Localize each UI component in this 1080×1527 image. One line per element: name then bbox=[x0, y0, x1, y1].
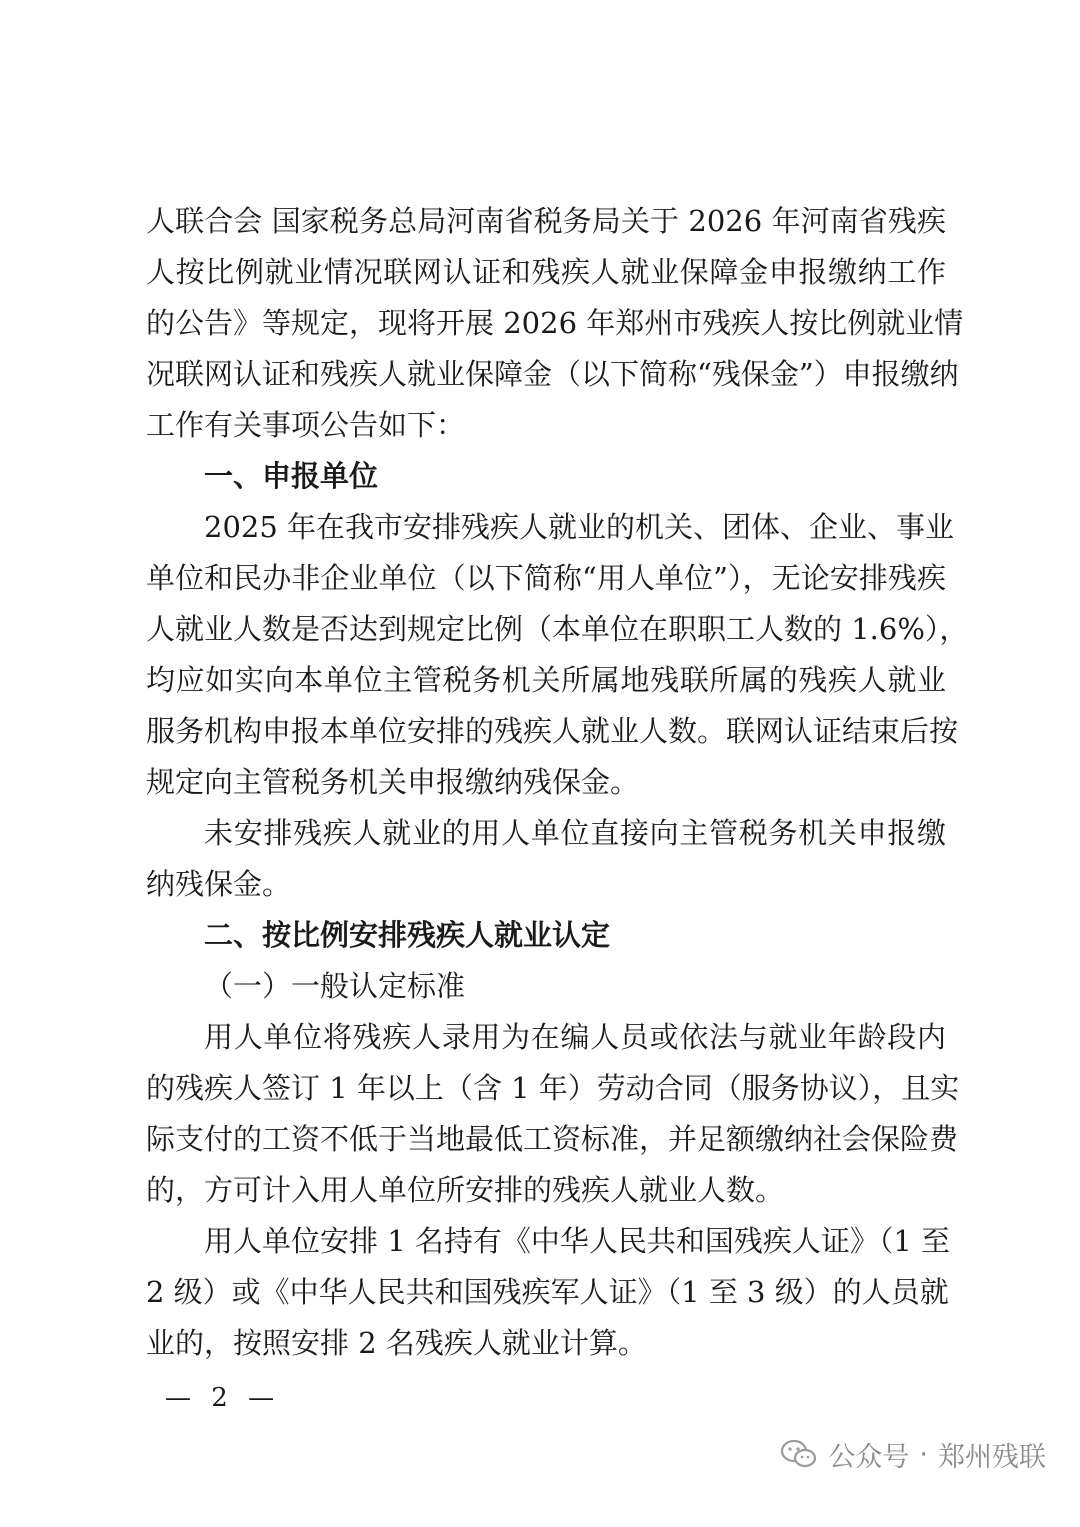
text-line: 的，方可计入用人单位所安排的残疾人就业人数。 bbox=[146, 1173, 785, 1207]
text-line: 人联合会 国家税务总局河南省税务局关于 2026 年河南省残疾 bbox=[146, 204, 946, 238]
text-line: 未安排残疾人就业的用人单位直接向主管税务机关申报缴 bbox=[204, 816, 946, 850]
text-line: 2 级）或《中华人民共和国残疾军人证》（1 至 3 级）的人员就 bbox=[146, 1275, 949, 1309]
text-line: 服务机构申报本单位安排的残疾人就业人数。联网认证结束后按 bbox=[146, 714, 959, 748]
text-line: 人就业人数是否达到规定比例（本单位在职职工人数的 1.6%）， bbox=[146, 612, 969, 646]
page-number: — 2 — bbox=[165, 1383, 281, 1413]
paragraph-reporting-units bbox=[146, 502, 969, 808]
text-line: 业的，按照安排 2 名残疾人就业计算。 bbox=[146, 1326, 647, 1360]
paragraph-no-employment bbox=[146, 808, 946, 910]
document-body bbox=[146, 196, 969, 1369]
text-line: 单位和民办非企业单位（以下简称“用人单位”），无论安排残疾 bbox=[146, 561, 946, 595]
text-line: 际支付的工资不低于当地最低工资标准，并足额缴纳社会保险费 bbox=[146, 1122, 959, 1156]
paragraph-intro bbox=[146, 196, 964, 451]
subsection-heading: （一）一般认定标准 bbox=[204, 969, 466, 1003]
paragraph-general-criteria bbox=[146, 1012, 960, 1216]
text-line: 纳残保金。 bbox=[146, 867, 292, 901]
paragraph-severe-disability bbox=[146, 1216, 951, 1369]
text-line: 规定向主管税务机关申报缴纳残保金。 bbox=[146, 765, 640, 799]
section-heading-1: 一、申报单位 bbox=[204, 459, 379, 493]
text-line: 人按比例就业情况联网认证和残疾人就业保障金申报缴纳工作 bbox=[146, 255, 946, 289]
text-line: 均应如实向本单位主管税务机关所属地残联所属的残疾人就业 bbox=[146, 663, 946, 697]
text-line: 况联网认证和残疾人就业保障金（以下简称“残保金”）申报缴纳 bbox=[146, 357, 959, 391]
wechat-watermark bbox=[780, 1434, 1046, 1474]
text-line: 的残疾人签订 1 年以上（含 1 年）劳动合同（服务协议），且实 bbox=[146, 1071, 960, 1105]
watermark-separator: · bbox=[919, 1438, 928, 1470]
text-line: 2025 年在我市安排残疾人就业的机关、团体、企业、事业 bbox=[204, 510, 955, 544]
text-line: 用人单位将残疾人录用为在编人员或依法与就业年龄段内 bbox=[204, 1020, 946, 1054]
watermark-prefix: 公众号 bbox=[828, 1441, 910, 1473]
section-heading-2: 二、按比例安排残疾人就业认定 bbox=[204, 918, 611, 952]
text-line: 工作有关事项公告如下： bbox=[146, 408, 466, 442]
text-line: 的公告》等规定，现将开展 2026 年郑州市残疾人按比例就业情 bbox=[146, 306, 964, 340]
watermark-account: 郑州残联 bbox=[938, 1441, 1046, 1473]
text-line: 用人单位安排 1 名持有《中华人民共和国残疾人证》（1 至 bbox=[204, 1224, 951, 1258]
wechat-icon bbox=[780, 1439, 818, 1469]
